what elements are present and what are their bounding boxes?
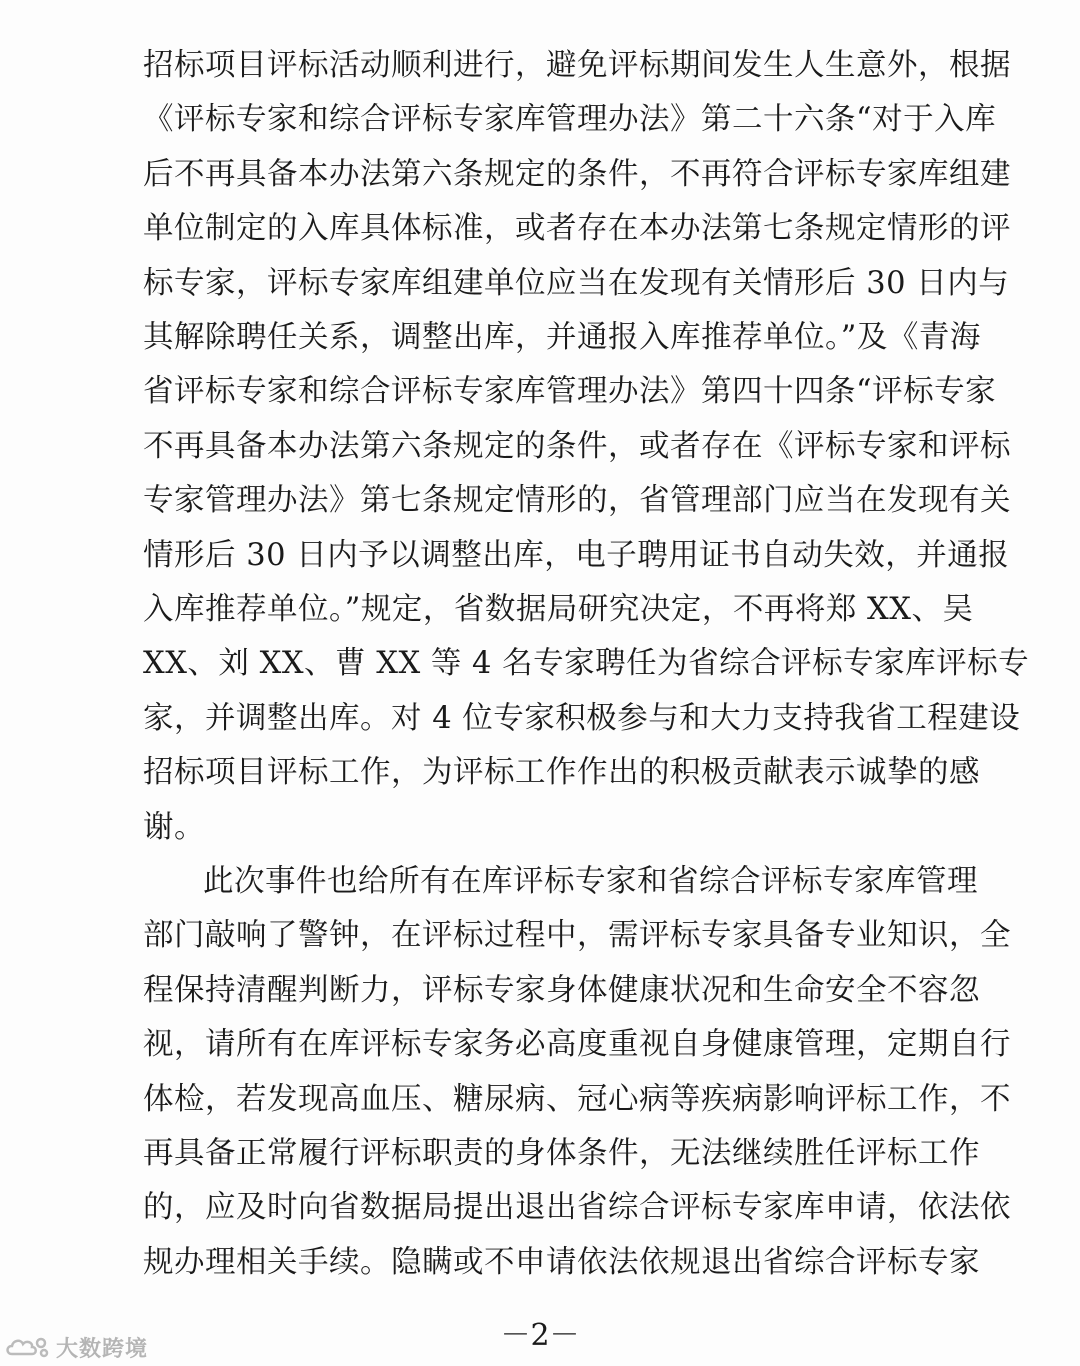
body-line-22: 的，应及时向省数据局提出退出省综合评标专家库申请，依法依 xyxy=(143,1190,1011,1226)
body-line-10: 情形后 30 日内予以调整出库，电子聘用证书自动失效，并通报 xyxy=(143,537,1010,573)
body-line-14: 招标项目评标工作，为评标工作作出的积极贡献表示诚挚的感 xyxy=(143,755,980,791)
watermark-text: 大数跨境 xyxy=(56,1336,149,1362)
body-line-23: 规办理相关手续。隐瞒或不申请依法依规退出省综合评标专家 xyxy=(143,1244,980,1280)
body-line-15: 谢。 xyxy=(143,809,205,845)
paragraph-2-line-2: 部门敲响了警钟，在评标过程中，需评标专家具备专业知识，全 xyxy=(143,918,1011,954)
watermark xyxy=(4,1332,148,1362)
body-line-8: 不再具备本办法第六条规定的条件，或者存在《评标专家和评标 xyxy=(143,428,1011,464)
body-line-3: 后不再具备本办法第六条规定的条件，不再符合评标专家库组建 xyxy=(143,156,1011,192)
paragraph-2-line-4: 视，请所有在库评标专家务必高度重视自身健康管理，定期自行 xyxy=(143,1027,1011,1063)
body-line-2: 《评标专家和综合评标专家库管理办法》第二十六条“对于入库 xyxy=(143,102,997,138)
body-line-7: 省评标专家和综合评标专家库管理办法》第四十四条“评标专家 xyxy=(143,374,997,410)
body-line-13: 家，并调整出库。对 4 位专家积极参与和大力支持我省工程建设 xyxy=(143,700,1021,736)
paragraph-2-line-3: 程保持清醒判断力，评标专家身体健康状况和生命安全不容忽 xyxy=(143,972,980,1008)
body-line-12: XX、刘 XX、曹 XX 等 4 名专家聘任为省综合评标专家库评标专 xyxy=(143,646,1030,682)
body-line-9: 专家管理办法》第七条规定情形的，省管理部门应当在发现有关 xyxy=(143,483,1011,519)
paragraph-2-line-6: 再具备正常履行评标职责的身体条件，无法继续胜任评标工作 xyxy=(143,1136,980,1171)
body-line-1: 招标项目评标活动顺利进行，避免评标期间发生人生意外，根据 xyxy=(143,48,1011,83)
paragraph-2-line-1: 此次事件也给所有在库评标专家和省综合评标专家库管理 xyxy=(203,864,978,899)
paragraph-2-line-5: 体检，若发现高血压、糖尿病、冠心病等疾病影响评标工作，不 xyxy=(143,1081,1011,1117)
body-line-11: 入库推荐单位。”规定，省数据局研究决定，不再将郑 XX、吴 xyxy=(143,592,974,627)
page-number: －2－ xyxy=(500,1318,580,1353)
body-line-4: 单位制定的入库具体标准，或者存在本办法第七条规定情形的评 xyxy=(143,211,1011,247)
body-line-6: 其解除聘任关系，调整出库，并通报入库推荐单位。”及《青海 xyxy=(143,320,981,355)
cloud-logo-icon xyxy=(4,1334,50,1360)
body-line-5: 标专家，评标专家库组建单位应当在发现有关情形后 30 日内与 xyxy=(143,265,1010,301)
